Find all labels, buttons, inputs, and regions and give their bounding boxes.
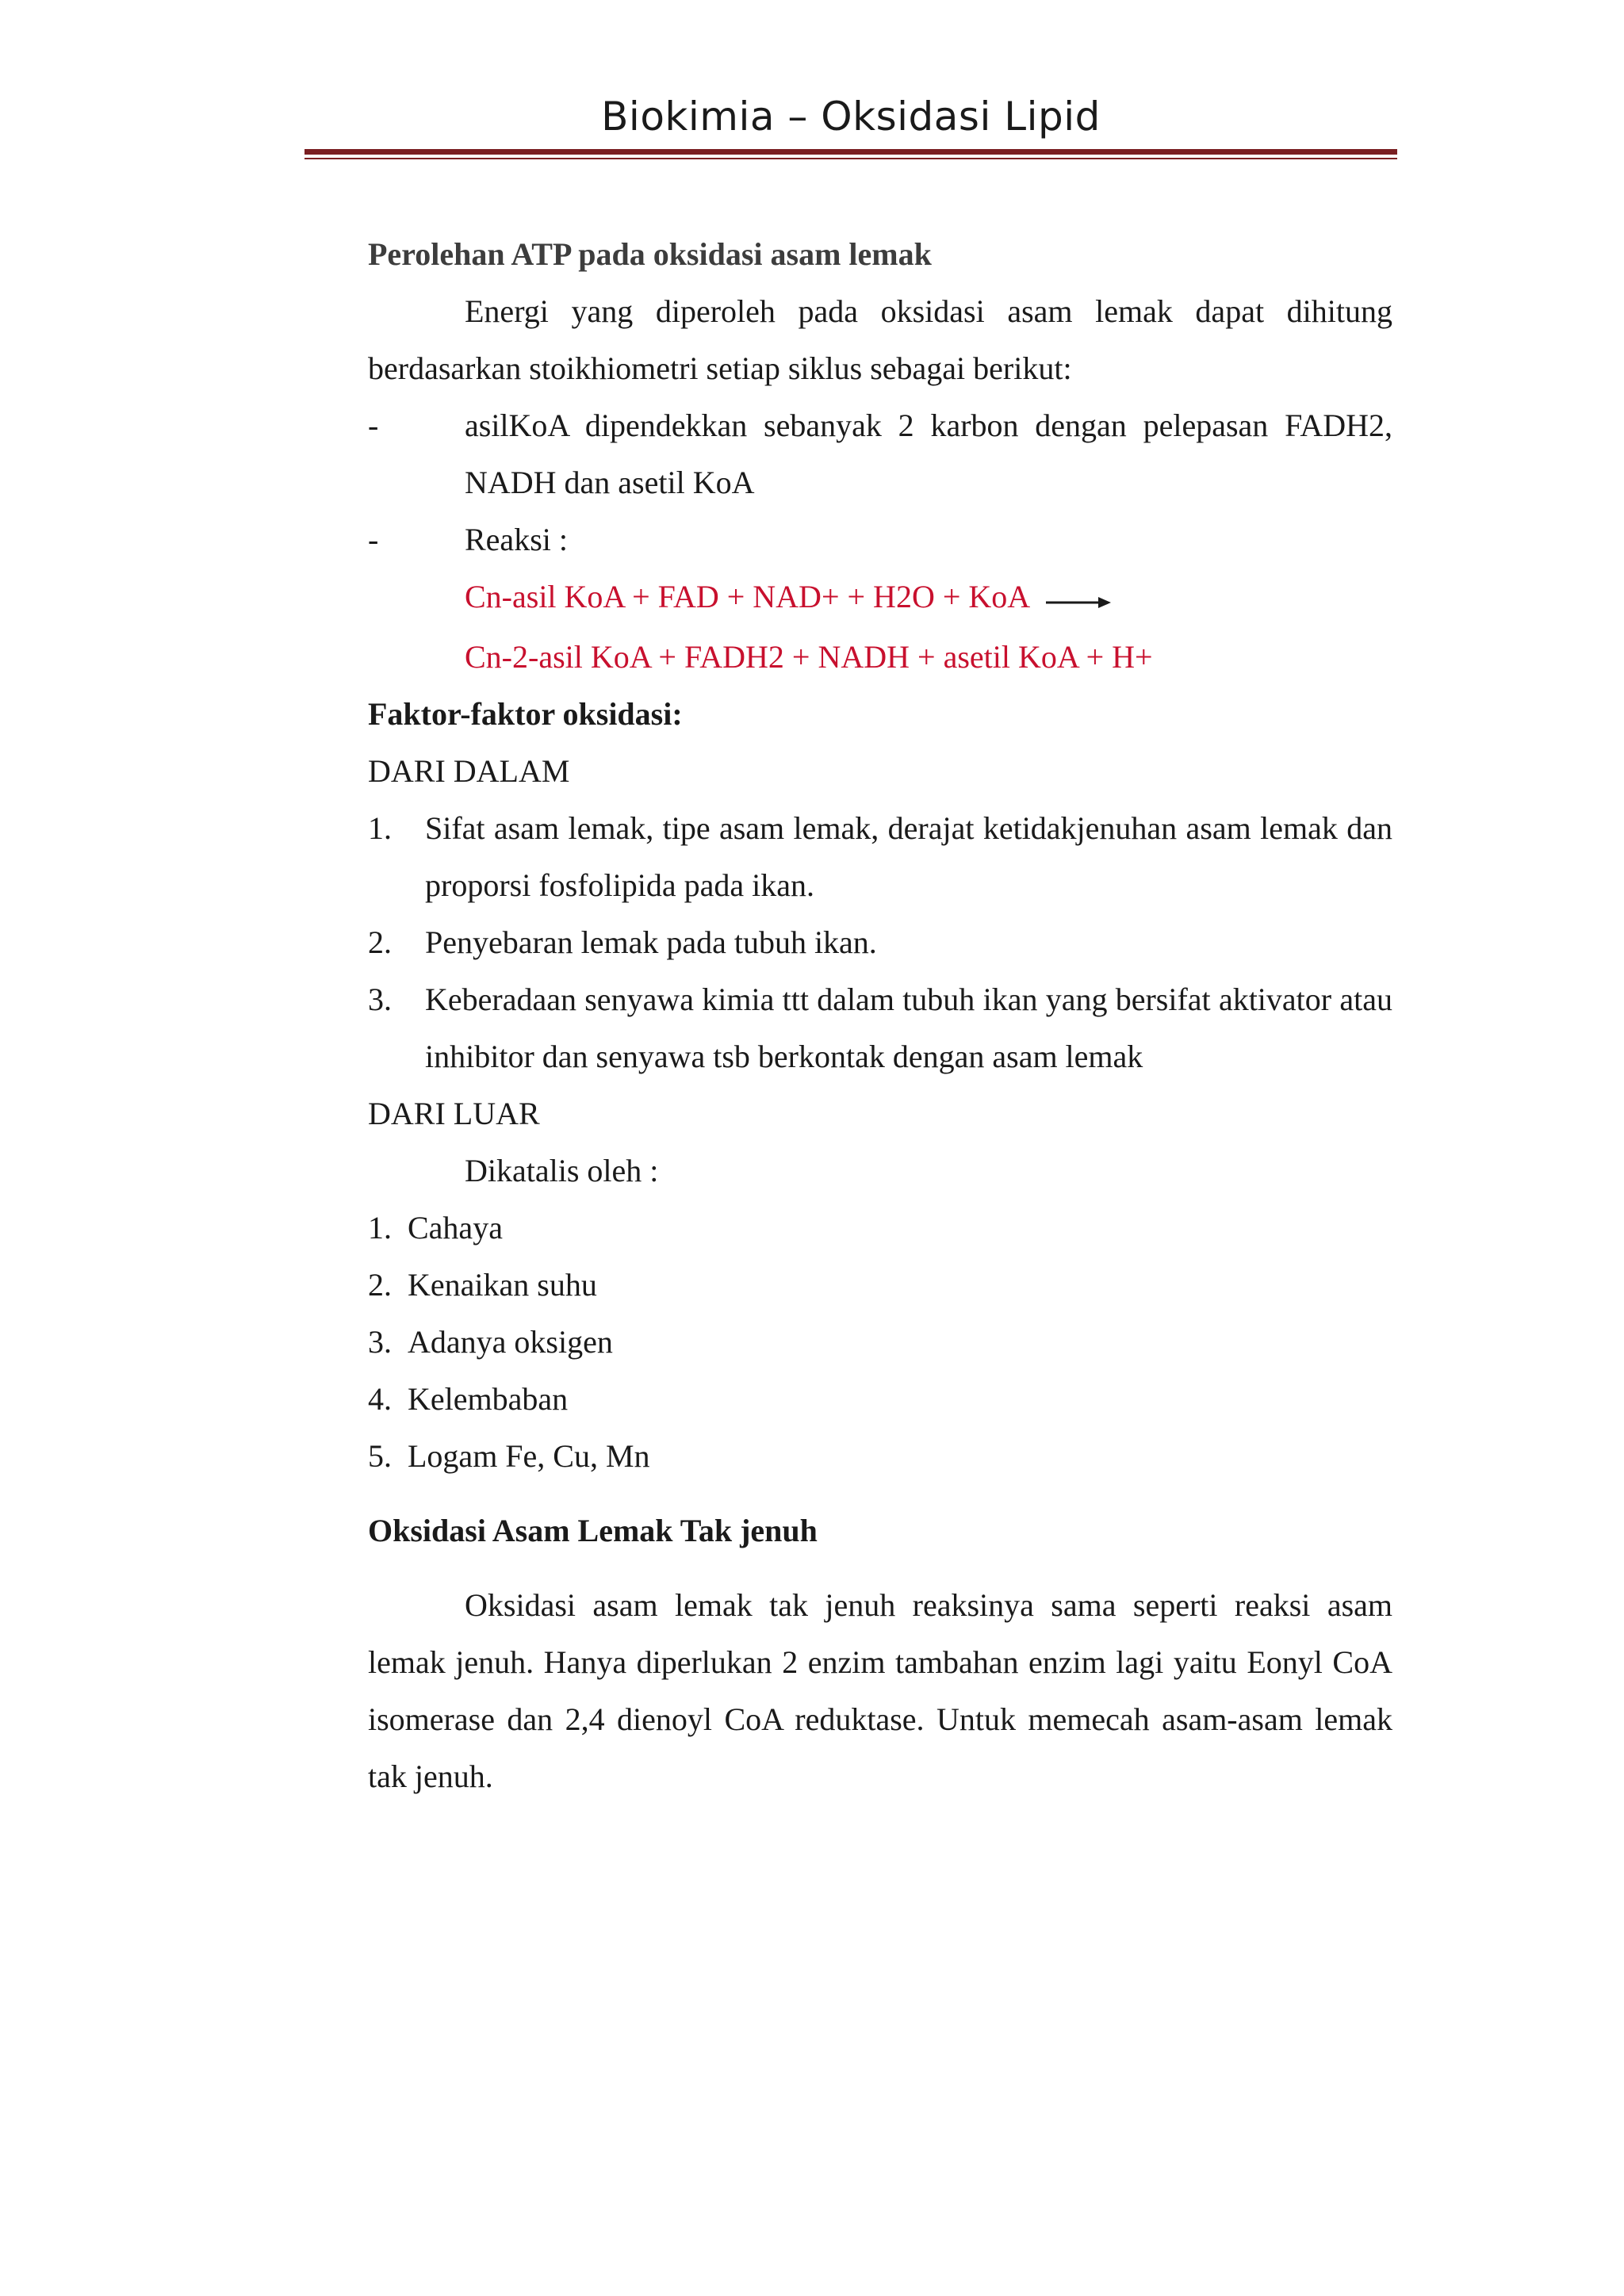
right-arrow-icon xyxy=(1046,572,1111,629)
bullet-text: asilKoA dipendekkan sebanyak 2 karbon dengan pelepasan FADH2, NADH dan asetil KoA xyxy=(465,408,1392,500)
atp-intro-paragraph: Energi yang diperoleh pada oksidasi asam lemak dapat dihitung berdasarkan stoikhiometri setiap siklus sebagai berikut: xyxy=(368,293,1392,386)
external-factor-item xyxy=(368,1314,1392,1371)
unsaturated-heading: Oksidasi Asam Lemak Tak jenuh xyxy=(368,1512,818,1548)
external-factor-item xyxy=(368,1371,1392,1428)
item-number: 1. xyxy=(368,809,392,846)
item-number: 3. xyxy=(368,1323,392,1360)
internal-factors-label: DARI DALAM xyxy=(368,752,570,789)
item-text: Kelembaban xyxy=(408,1380,569,1417)
atp-bullet xyxy=(368,511,1392,568)
reaction-line-products: Cn-2-asil KoA + FADH2 + NADH + asetil KoA + H+ xyxy=(465,638,1153,675)
header-rule-thick xyxy=(304,149,1397,155)
reaction-reactants: Cn-asil KoA + FAD + NAD+ + H2O + KoA xyxy=(465,579,1028,614)
internal-factor-item xyxy=(368,971,1392,1085)
page-header-title: Biokimia – Oksidasi Lipid xyxy=(601,94,1101,140)
item-text: Sifat asam lemak, tipe asam lemak, derajat ketidakjenuhan asam lemak dan proporsi fosfolipida pada ikan. xyxy=(425,809,1392,903)
external-factor-item xyxy=(368,1257,1392,1314)
bullet-marker: - xyxy=(368,522,379,557)
atp-heading: Perolehan ATP pada oksidasi asam lemak xyxy=(368,236,932,272)
header-rule-thin xyxy=(304,158,1397,159)
document-body xyxy=(368,226,1392,1805)
external-factors-label: DARI LUAR xyxy=(368,1095,540,1131)
item-number: 2. xyxy=(368,924,392,960)
item-text: Keberadaan senyawa kimia ttt dalam tubuh ikan yang bersifat aktivator atau inhibitor dan senyawa tsb berkontak dengan asam lemak xyxy=(425,981,1392,1074)
unsaturated-paragraph: Oksidasi asam lemak tak jenuh reaksinya sama seperti reaksi asam lemak jenuh. Hanya diperlukan 2 enzim tambahan enzim lagi yaitu Eonyl CoA isomerase dan 2,4 dienoyl CoA reduktase. Untuk memecah asam-asam lemak tak jenuh. xyxy=(368,1586,1392,1794)
bullet-text: Reaksi : xyxy=(465,522,568,557)
internal-factor-item xyxy=(368,800,1392,914)
item-text: Adanya oksigen xyxy=(408,1323,613,1360)
item-number: 4. xyxy=(368,1380,392,1417)
item-text: Kenaikan suhu xyxy=(408,1266,597,1303)
atp-bullet xyxy=(368,397,1392,511)
item-text: Logam Fe, Cu, Mn xyxy=(408,1437,650,1474)
external-factor-item xyxy=(368,1428,1392,1485)
factors-heading: Faktor-faktor oksidasi: xyxy=(368,695,683,732)
reaction-line-reactants xyxy=(368,568,1392,629)
item-text: Cahaya xyxy=(408,1209,503,1246)
internal-factor-item xyxy=(368,914,1392,971)
item-number: 3. xyxy=(368,981,392,1017)
external-factor-item xyxy=(368,1200,1392,1257)
catalyzed-by-label: Dikatalis oleh : xyxy=(465,1152,659,1188)
item-number: 5. xyxy=(368,1437,392,1474)
item-number: 1. xyxy=(368,1209,392,1246)
bullet-marker: - xyxy=(368,408,379,443)
item-number: 2. xyxy=(368,1266,392,1303)
item-text: Penyebaran lemak pada tubuh ikan. xyxy=(425,924,877,960)
